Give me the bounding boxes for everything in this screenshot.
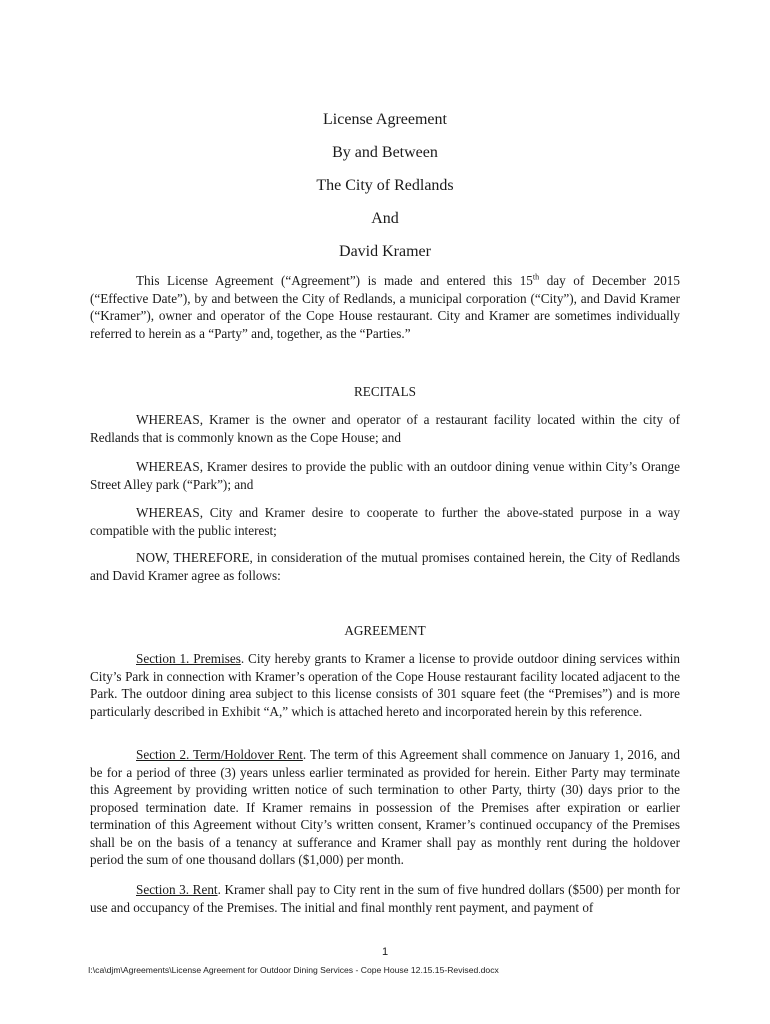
footer-file-path: I:\ca\djm\Agreements\License Agreement for Outdoor Dining Services - Cope House 12.15.15-Revised.docx	[88, 965, 499, 975]
recital-block-4	[90, 549, 680, 584]
section-paragraph	[90, 881, 680, 916]
recital-paragraph: WHEREAS, Kramer is the owner and operator of a restaurant facility located within the city of Redlands that is commonly known as the Cope House; and	[90, 412, 680, 445]
section-2-block	[90, 746, 680, 869]
section-text: . Kramer shall pay to City rent in the sum of five hundred dollars ($500) per month for use and occupancy of the Premises. The initial and final monthly rent payment, and payment of	[90, 882, 680, 915]
agreement-section	[90, 622, 680, 640]
title-line: And	[371, 210, 399, 227]
intro-text-after: day of December 2015 (“Effective Date”), by and between the City of Redlands, a municipal corporation (“City”), and David Kramer (“Kramer”), owner and operator of the Cope House restaurant. City and Kramer are sometimes individually referred to herein as a “Party” and, together, as the “Parties.”	[90, 273, 680, 341]
section-text: . The term of this Agreement shall commence on January 1, 2016, and be for a period of three (3) years unless earlier terminated as provided for herein. Either Party may terminate this Agreement by providing written notice of such termination to other Party, thirty (30) days prior to the proposed termination date. If Kramer remains in possession of the Premises after expiration or earlier termination of this Agreement without City’s written consent, Kramer’s continued occupancy of the Premises shall be on the basis of a tenancy at sufferance and Kramer shall pay as monthly rent during the holdover period the sum of one thousand dollars ($1,000) per month.	[90, 747, 680, 867]
intro-paragraph	[90, 272, 680, 342]
document-title-block	[0, 108, 770, 273]
intro-text-before: This License Agreement (“Agreement”) is made and entered this 15	[136, 273, 533, 288]
agreement-heading: AGREEMENT	[344, 623, 426, 638]
intro-paragraph-block	[90, 272, 680, 342]
recital-paragraph: WHEREAS, City and Kramer desire to cooperate to further the above-stated purpose in a way compatible with the public interest;	[90, 505, 680, 538]
section-3-block	[90, 881, 680, 916]
recital-block-3	[90, 504, 680, 539]
section-1-block	[90, 650, 680, 720]
recitals-section	[90, 383, 680, 401]
section-label: Section 2. Term/Holdover Rent	[136, 747, 303, 762]
recital-block-1	[90, 411, 680, 446]
recital-paragraph: NOW, THEREFORE, in consideration of the mutual promises contained herein, the City of Redlands and David Kramer agree as follows:	[90, 550, 680, 583]
title-line: The City of Redlands	[316, 177, 454, 194]
title-line: David Kramer	[339, 243, 431, 260]
recital-block-2	[90, 458, 680, 493]
title-line: License Agreement	[323, 111, 447, 128]
section-text: . City hereby grants to Kramer a license to provide outdoor dining services within City’s Park in connection with Kramer’s operation of the Cope House restaurant facility located adjacent to the Park. The outdoor dining area subject to this license consists of 301 square feet (the “Premises”) and is more particularly described in Exhibit “A,” which is attached hereto and incorporated herein by this reference.	[90, 651, 680, 719]
section-label: Section 3. Rent	[136, 882, 218, 897]
section-label: Section 1. Premises	[136, 651, 241, 666]
title-line: By and Between	[332, 144, 438, 161]
page-number: 1	[381, 946, 389, 958]
section-paragraph	[90, 650, 680, 720]
intro-superscript: th	[532, 272, 540, 282]
section-paragraph	[90, 746, 680, 869]
recital-paragraph: WHEREAS, Kramer desires to provide the public with an outdoor dining venue within City’s Orange Street Alley park (“Park”); and	[90, 459, 680, 492]
recitals-heading: RECITALS	[354, 384, 416, 399]
